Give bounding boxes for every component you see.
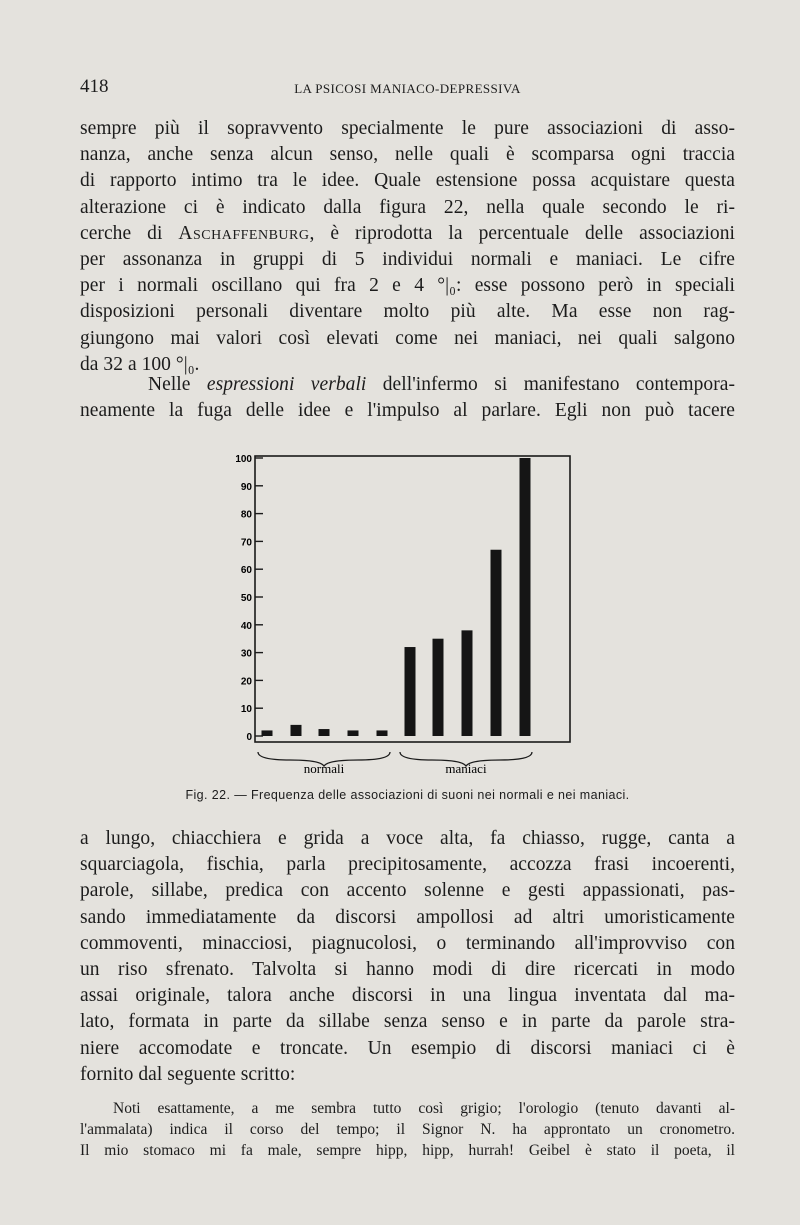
text-line: commoventi, minacciosi, piagnucolosi, o terminando all'improvviso con xyxy=(80,932,735,954)
text-line: lato, formata in parte da sillabe senza senso e in parte da parole stra- xyxy=(80,1011,735,1033)
text-line: alterazione ci è indicato dalla figura 22, nella quale secondo le ri- xyxy=(80,196,735,218)
page-number: 418 xyxy=(80,76,109,97)
y-tick-label: 80 xyxy=(240,509,252,521)
bar xyxy=(291,725,302,736)
y-tick-label: 0 xyxy=(246,732,252,743)
text-line: squarciagola, fischia, parla precipitosamente, accozza frasi incoerenti, xyxy=(80,854,735,876)
bar xyxy=(377,730,388,736)
text-line: un riso sfrenato. Talvolta si hanno modi di dire ricercati in modo xyxy=(80,959,735,981)
bar xyxy=(462,630,473,736)
bar xyxy=(433,639,444,736)
bar-series xyxy=(262,458,531,736)
y-tick-label: 20 xyxy=(240,676,252,688)
text-fragment: dell'infermo si manifestano contempora- xyxy=(366,374,735,395)
text-line: sando immediatamente da discorsi ampollosi ad altri umoristicamente xyxy=(80,906,735,928)
group-label-maniaci: maniaci xyxy=(445,761,487,776)
bar xyxy=(491,550,502,736)
text-line: per i normali oscillano qui fra 2 e 4 °|₀: esse possono però in speciali xyxy=(80,275,735,297)
text-line: sempre più il sopravvento specialmente le pure associazioni di asso- xyxy=(80,118,735,139)
bar xyxy=(520,458,531,736)
quoted-writing xyxy=(80,1098,735,1161)
text-line: parole, sillabe, predica con accento solenne e gesti appassionati, pas- xyxy=(80,880,735,902)
text-fragment: , è riprodotta la percentuale delle associazioni xyxy=(309,222,735,244)
quote-line: Noti esattamente, a me sembra tutto così grigio; l'orologio (tenuto davanti al- xyxy=(113,1100,735,1117)
text-line: assai originale, talora anche discorsi in una lingua inventata dal ma- xyxy=(80,985,735,1007)
paragraph-1 xyxy=(80,116,735,378)
y-tick-label: 100 xyxy=(235,454,252,465)
y-tick-label: 40 xyxy=(240,620,252,632)
emphasis-text: espressioni verbali xyxy=(206,374,367,395)
text-line: disposizioni personali diventare molto più alte. Ma esse non rag- xyxy=(80,301,735,323)
text-line: a lungo, chiacchiera e grida a voce alta, fa chiasso, rugge, canta a xyxy=(80,828,735,849)
text-line: di rapporto intimo tra le idee. Quale estensione possa acquistare questa xyxy=(80,170,735,192)
y-tick-label: 10 xyxy=(240,704,252,716)
bar xyxy=(319,729,330,736)
text-line: fornito dal seguente scritto: xyxy=(80,1063,296,1085)
bar xyxy=(405,647,416,736)
y-tick-label: 30 xyxy=(240,648,252,660)
running-title: LA PSICOSI MANIACO-DEPRESSIVA xyxy=(294,81,521,96)
text-line: per assonanza in gruppi di 5 individui normali e maniaci. Le cifre xyxy=(80,249,735,271)
y-tick-label: 50 xyxy=(240,593,252,604)
bar xyxy=(348,730,359,736)
paragraph-2 xyxy=(80,372,735,424)
group-label-normali: normali xyxy=(303,761,345,776)
y-axis xyxy=(235,454,263,743)
text-line: da 32 a 100 °|₀. xyxy=(80,353,200,375)
bar xyxy=(262,730,273,736)
text-line: niere accomodate e troncate. Un esempio di discorsi maniaci ci è xyxy=(80,1037,735,1059)
quote-line: l'ammalata) indica il corso del tempo; il Signor N. ha approntato un cronometro. xyxy=(80,1121,735,1138)
running-head xyxy=(80,76,735,100)
author-name: Aschaffenburg xyxy=(178,222,310,244)
y-tick-label: 90 xyxy=(240,481,252,493)
text-line: neamente la fuga delle idee e l'impulso al parlare. Egli non può tacere xyxy=(80,400,735,422)
text-line: nanza, anche senza alcun senso, nelle quali è scomparsa ogni traccia xyxy=(80,144,735,166)
quote-line: Il mio stomaco mi fa male, sempre hipp, hipp, hurrah! Geibel è stato il poeta, il xyxy=(80,1142,735,1159)
figure-22 xyxy=(80,440,735,815)
y-tick-label: 70 xyxy=(240,537,252,549)
y-tick-label: 60 xyxy=(240,565,252,577)
paragraph-3 xyxy=(80,826,735,1088)
bar-chart xyxy=(80,440,735,785)
text-line: giungono mai valori così elevati come nei maniaci, nei quali salgono xyxy=(80,327,735,349)
text-line xyxy=(80,221,735,247)
figure-caption: Fig. 22. — Frequenza delle associazioni di suoni nei normali e nei maniaci. xyxy=(185,788,630,802)
text-line xyxy=(80,372,735,398)
text-fragment: cerche di xyxy=(80,222,179,244)
text-fragment: Nelle xyxy=(148,374,207,395)
